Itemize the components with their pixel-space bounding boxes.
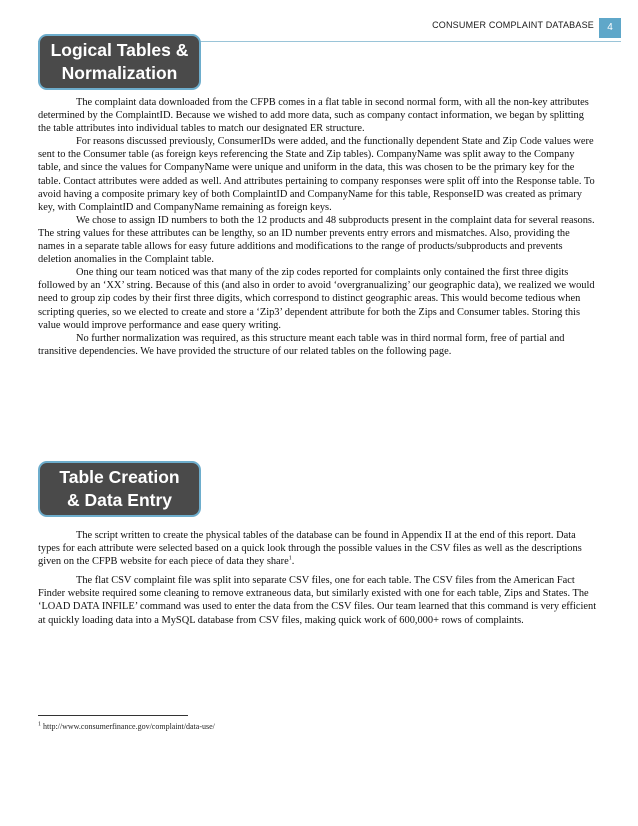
footnote-rule	[38, 715, 188, 716]
section-heading-table-creation	[38, 461, 201, 517]
paragraph: The complaint data downloaded from the CFPB comes in a flat table in second normal form, with all the non-key attributes determined by the ComplaintID. Because we wished to add more data, such as company contact information, we began by splitting the table attributes into individual tables to match our designated ER structure.	[38, 97, 589, 135]
footnote	[38, 722, 215, 731]
paragraph-text: The script written to create the physical tables of the database can be found in Appendix II at the end of this report. Data types for each attribute were selected based on a quick look through the possible values in the CSV files as well as the descriptions given on the CFPB website for each piece of data they share	[38, 530, 582, 568]
footnote-marker: 1	[38, 721, 41, 728]
section-heading-line: Logical Tables &	[50, 40, 189, 60]
footnote-link[interactable]: http://www.consumerfinance.gov/complaint/data-use/	[41, 722, 215, 731]
section-heading-normalization	[38, 34, 201, 90]
header-title: CONSUMER COMPLAINT DATABASE	[432, 20, 594, 30]
section-heading-line: & Data Entry	[66, 490, 173, 510]
normalization-body	[38, 96, 598, 358]
paragraph: The flat CSV complaint file was split into separate CSV files, one for each table. The CSV files from the American Fact Finder website required some cleaning to remove extraneous data, but similarly existed with one for each table, Zips and States. The ‘LOAD DATA INFILE’ command was used to enter the data from the CSV files. Our team learned that this command is very efficient at quickly loading data into a MySQL database from CSV files, making quick work of 600,000+ rows of complaints.	[38, 575, 597, 626]
page-number-badge: 4	[599, 18, 621, 38]
footnote-reference: 1	[288, 555, 292, 562]
table-creation-body	[38, 529, 598, 627]
paragraph-text: .	[291, 556, 295, 568]
section-heading-line: Normalization	[61, 63, 178, 83]
paragraph	[38, 529, 598, 568]
paragraph: One thing our team noticed was that many of the zip codes reported for complaints only contained the first three digits followed by an ‘XX’ string. Because of this (and also in order to avoid ‘overgranualizing’ our geographic data), we realized we would need to group zip codes by their first three digits, which correspond to distinct geographic areas. This would become tedious when scripting queries, so we elected to create and store a ‘Zip3’ dependent attribute for both the Zips and Consumer tables. Storing this value would improve performance and ease query writing.	[38, 267, 595, 331]
paragraph: For reasons discussed previously, ConsumerIDs were added, and the functionally dependent State and Zip Code values were sent to the Consumer table (as foreign keys referencing the State and Zip tables). CompanyName was split away to the Company table, and since the values for CompanyName were unique and uniform in the data, this was chosen to be the primary key for the table. Contact attributes were added as well. And attributes pertaining to company responses were split off into the Response table. To avoid having a composite primary key of both ComplaintID and CompanyName for this table, ResponseID was created as primary key, with ComplaintID and CompanyName remaining as foreign keys.	[38, 136, 595, 213]
section-heading-line: Table Creation	[59, 467, 180, 487]
paragraph: We chose to assign ID numbers to both the 12 products and 48 subproducts present in the complaint data for several reasons. The string values for these attributes can be lengthy, so an ID number prevents entry errors and mismatches. Also, providing the names in a separate table allows for easy future additions and modifications to the range of products/subproducts and prevents deletion anomalies in the Complaint table.	[38, 214, 595, 266]
paragraph: No further normalization was required, as this structure meant each table was in third normal form, free of partial and transitive dependencies. We have provided the structure of our related tables on the following page.	[38, 332, 565, 357]
